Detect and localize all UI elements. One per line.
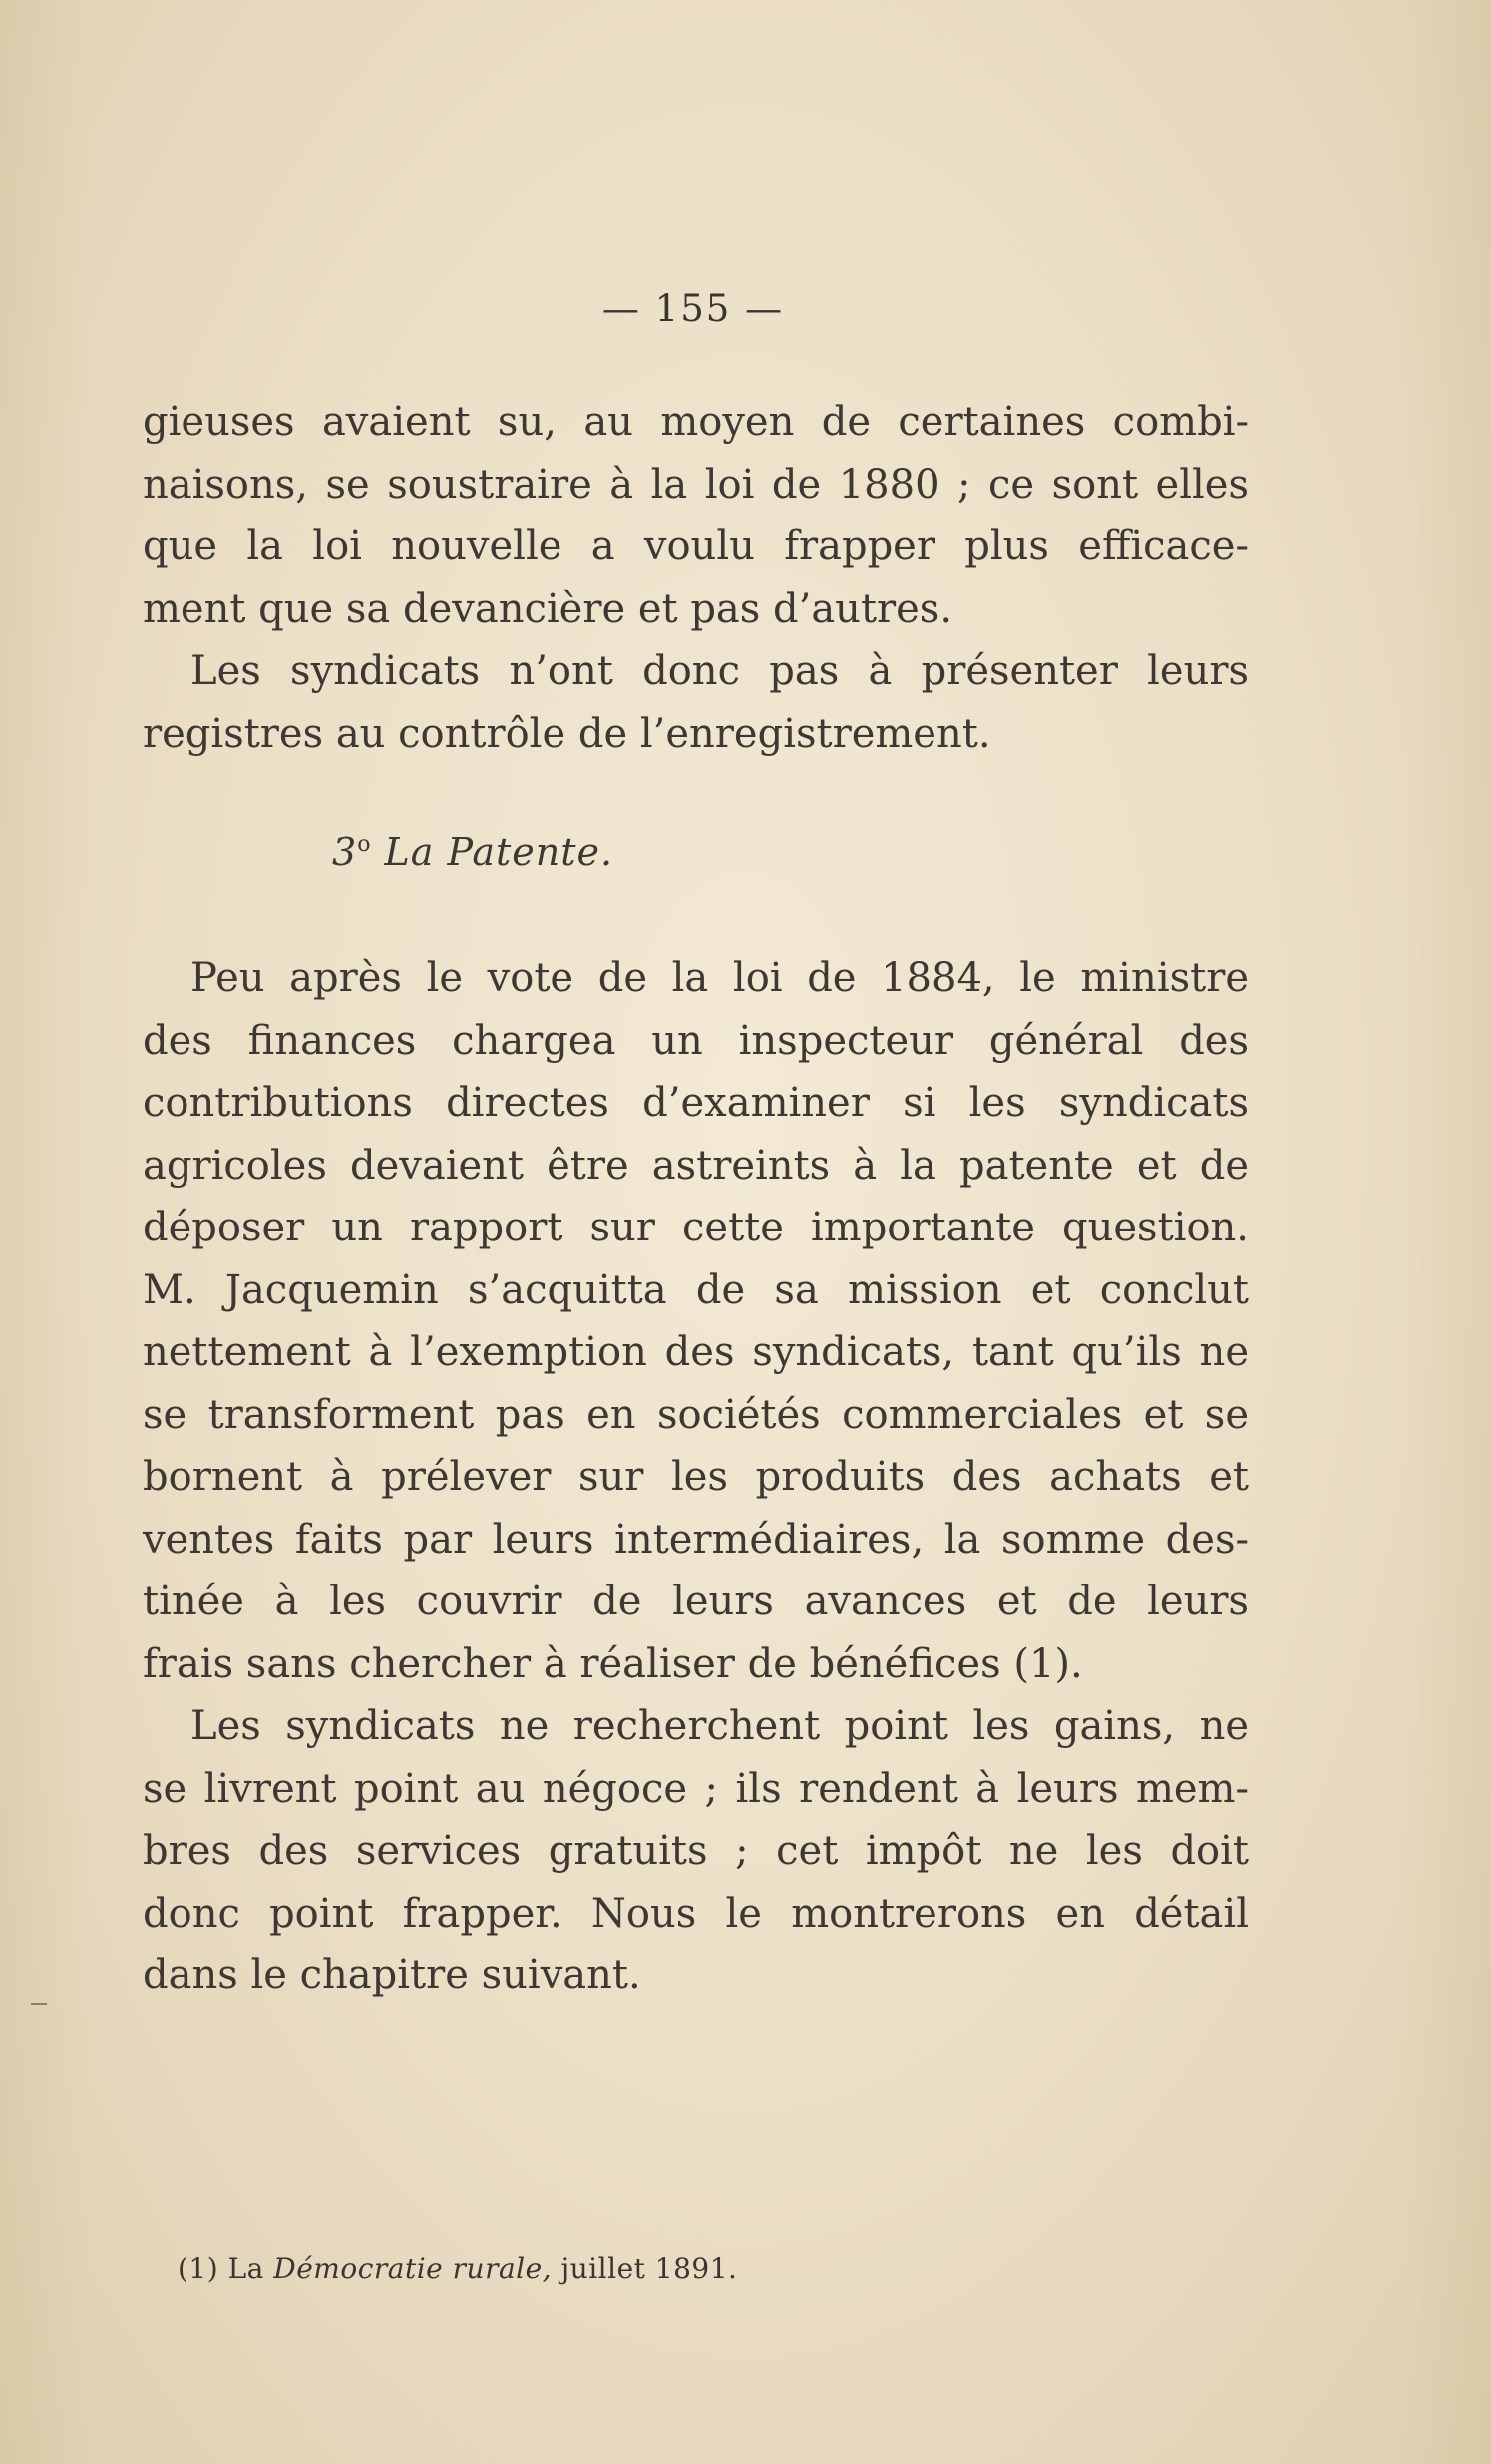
text-line: ment que sa devancière et pas d’autres. [143,585,953,632]
text-line: Les syndicats ne recherchent point les gains, ne [190,1703,1249,1749]
text-line: registres au contrôle de l’enregistrement. [143,710,991,757]
text-line: dans le chapitre suivant. [143,1952,641,1998]
text-block-main [143,947,1249,2007]
text-line: contributions directes d’examiner si les syndicats [143,1080,1249,1126]
text-line: bres des services gratuits ; cet impôt ne les doit [143,1828,1249,1874]
footnote-date: juillet 1891. [560,2252,738,2285]
text-line: se livrent point au négoce ; ils rendent à leurs mem- [143,1765,1249,1812]
footnote-marker: (1) [178,2252,219,2285]
section-heading [332,830,613,874]
footnote [178,2252,737,2285]
text-line: naisons, se soustraire à la loi de 1880 ; ce sont elles [143,461,1249,508]
text-line: se transforment pas en sociétés commerciales et se [143,1391,1249,1438]
margin-mark [31,2003,47,2005]
page-number: — 155 — [601,287,785,330]
text-line: Les syndicats n’ont donc pas à présenter leurs [190,648,1249,695]
text-block-top [143,391,1249,766]
text-line: frais sans chercher à réaliser de bénéfices (1). [143,1640,1083,1687]
text-line: Peu après le vote de la loi de 1884, le ministre [190,955,1249,1001]
text-line: nettement à l’exemption des syndicats, tant qu’ils ne [143,1329,1249,1375]
text-line: M. Jacquemin s’acquitta de sa mission et conclut [143,1266,1249,1313]
text-line: bornent à prélever sur les produits des achats et [143,1454,1249,1500]
text-line: gieuses avaient su, au moyen de certaines combi- [143,399,1249,445]
footnote-title: Démocratie rurale, [273,2252,553,2285]
text-line: tinée à les couvrir de leurs avances et de leurs [143,1579,1249,1624]
section-number: 3 [332,830,358,874]
section-number-suffix: o [357,832,372,857]
text-line: des finances chargea un inspecteur général des [143,1017,1249,1064]
text-line: déposer un rapport sur cette importante question. [143,1205,1249,1250]
text-line: agricoles devaient être astreints à la patente et de [143,1142,1249,1189]
text-line: ventes faits par leurs intermédiaires, la somme des- [143,1516,1249,1563]
text-line: que la loi nouvelle a voulu frapper plus efficace- [143,524,1249,570]
text-line: donc point frapper. Nous le montrerons en détail [143,1890,1249,1936]
section-title: La Patente. [384,830,614,874]
footnote-prefix: La [227,2252,264,2285]
